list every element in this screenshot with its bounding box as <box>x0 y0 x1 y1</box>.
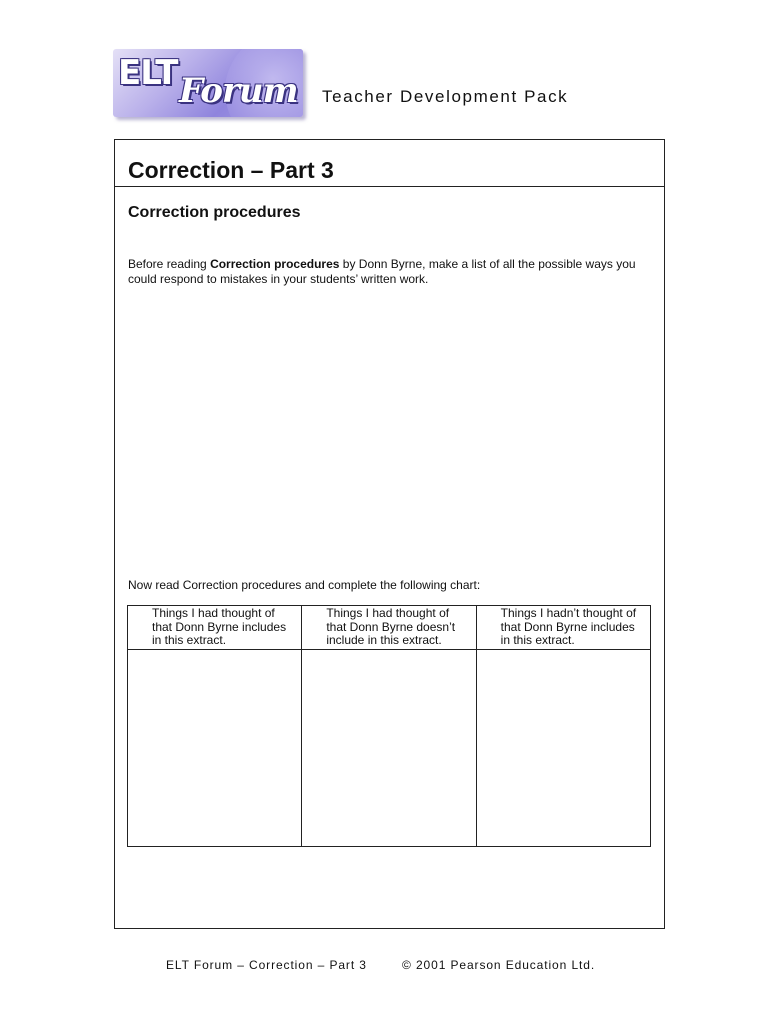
intro-before: Before reading <box>128 257 211 271</box>
intro-bold: Correction procedures <box>210 257 340 271</box>
footer-left: ELT Forum – Correction – Part 3 <box>166 958 367 972</box>
intro-paragraph <box>128 257 658 286</box>
header-title: Teacher Development Pack <box>322 87 569 106</box>
section-heading: Correction procedures <box>128 204 301 221</box>
chart-header-cell <box>476 606 650 650</box>
chart-answer-cell-1[interactable] <box>128 650 302 847</box>
chart-answer-cell-3[interactable] <box>476 650 650 847</box>
chart-answer-row <box>128 650 651 847</box>
chart-header-not-included: Things I had thought of that Donn Byrne doesn’t include in this extract. <box>326 606 456 647</box>
chart-header-cell <box>128 606 302 650</box>
chart-header-cell <box>302 606 476 650</box>
chart-answer-cell-2[interactable] <box>302 650 476 847</box>
title-divider <box>114 186 665 187</box>
page-title: Correction – Part 3 <box>128 157 334 183</box>
logo-forum-text: Forum <box>179 71 298 111</box>
chart-header-new-ideas: Things I hadn’t thought of that Donn Byrne includes in this extract. <box>500 606 637 647</box>
chart-instruction: Now read Correction procedures and complete the following chart: <box>128 578 481 592</box>
elt-forum-logo <box>113 49 303 117</box>
chart-header-row <box>128 606 651 650</box>
logo-elt-text: ELT <box>118 53 178 93</box>
intro-after: by Donn Byrne, make a list of all the possible ways you could respond to mistakes in your students’ written work. <box>128 257 636 286</box>
response-chart <box>127 605 651 847</box>
footer-copyright: © 2001 Pearson Education Ltd. <box>402 958 596 972</box>
chart-header-included: Things I had thought of that Donn Byrne includes in this extract. <box>152 606 287 647</box>
